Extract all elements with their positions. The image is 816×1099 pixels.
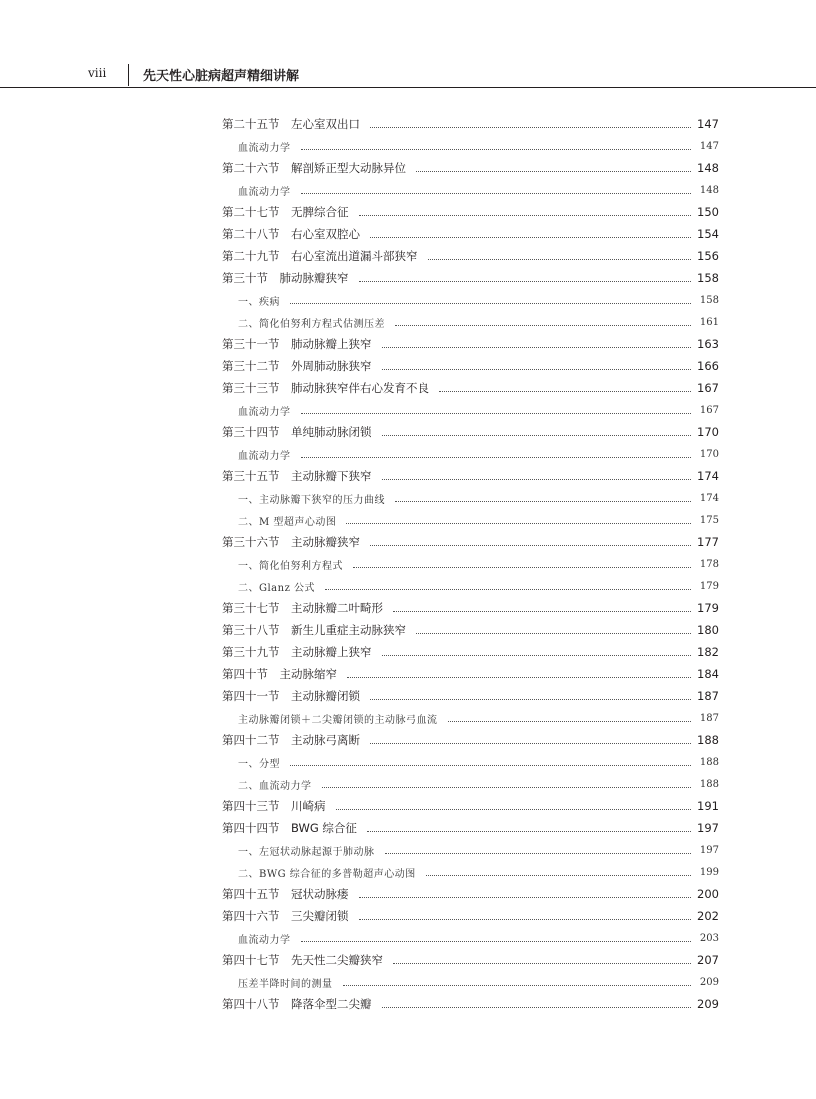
toc-entry-title: 第三十九节 主动脉瓣上狭窄 <box>222 645 372 659</box>
toc-entry-title: 第三十六节 主动脉瓣狭窄 <box>222 535 360 549</box>
toc-entry-page: 197 <box>697 821 719 835</box>
dot-leader <box>346 522 691 524</box>
toc-entry-page: 161 <box>699 316 719 328</box>
page-header <box>0 0 816 88</box>
toc-entry-title: 第四十节 主动脉缩窄 <box>222 667 337 681</box>
dot-leader <box>370 742 691 744</box>
toc-subentry[interactable] <box>222 487 719 509</box>
toc-entry-title: 二、简化伯努利方程式估测压差 <box>238 318 385 330</box>
toc-entry-page: 207 <box>697 953 719 967</box>
toc-entry[interactable] <box>222 113 719 135</box>
toc-entry-title: 第三十三节 肺动脉狭窄伴右心发育不良 <box>222 381 429 395</box>
toc-entry-title: 一、疾病 <box>238 296 280 308</box>
toc-entry-title: 第四十四节 BWG 综合征 <box>222 821 357 835</box>
header-rule <box>0 87 816 88</box>
dot-leader <box>382 654 692 656</box>
toc-subentry[interactable] <box>222 135 719 157</box>
toc-entry-title: 血流动力学 <box>238 406 291 418</box>
toc-entry-title: 二、M 型超声心动图 <box>238 516 337 528</box>
toc-subentry[interactable] <box>222 927 719 949</box>
toc-entry[interactable] <box>222 245 719 267</box>
toc-entry-page: 156 <box>697 249 719 263</box>
toc-entry[interactable] <box>222 905 719 927</box>
dot-leader <box>416 632 691 634</box>
toc-entry-page: 191 <box>697 799 719 813</box>
toc-entry[interactable] <box>222 377 719 399</box>
toc-entry-title: 第三十一节 肺动脉瓣上狭窄 <box>222 337 372 351</box>
toc-entry[interactable] <box>222 883 719 905</box>
dot-leader <box>416 170 691 172</box>
dot-leader <box>359 896 692 898</box>
toc-entry-page: 158 <box>697 271 719 285</box>
toc-entry[interactable] <box>222 663 719 685</box>
dot-leader <box>370 698 691 700</box>
toc-entry-title: 主动脉瓣闭锁＋二尖瓣闭锁的主动脉弓血流 <box>238 714 438 726</box>
toc-entry-page: 209 <box>697 997 719 1011</box>
toc-subentry[interactable] <box>222 399 719 421</box>
toc-entry-title: 第三十四节 单纯肺动脉闭锁 <box>222 425 372 439</box>
toc-subentry[interactable] <box>222 773 719 795</box>
table-of-contents <box>222 113 719 1015</box>
toc-subentry[interactable] <box>222 443 719 465</box>
page-number: viii <box>88 66 107 80</box>
toc-entry[interactable] <box>222 333 719 355</box>
dot-leader <box>382 434 692 436</box>
toc-entry[interactable] <box>222 795 719 817</box>
toc-entry-title: 血流动力学 <box>238 142 291 154</box>
toc-entry-page: 170 <box>699 448 719 460</box>
toc-subentry[interactable] <box>222 509 719 531</box>
toc-entry-title: 血流动力学 <box>238 934 291 946</box>
dot-leader <box>382 346 692 348</box>
toc-entry-page: 147 <box>699 140 719 152</box>
toc-entry[interactable] <box>222 465 719 487</box>
dot-leader <box>290 764 691 766</box>
dot-leader <box>439 390 691 392</box>
toc-entry[interactable] <box>222 355 719 377</box>
toc-entry-title: 第二十七节 无脾综合征 <box>222 205 349 219</box>
dot-leader <box>393 962 691 964</box>
toc-entry-page: 179 <box>697 601 719 615</box>
toc-entry-title: 压差半降时间的测量 <box>238 978 333 990</box>
toc-entry-page: 188 <box>699 778 719 790</box>
toc-entry-title: 第四十一节 主动脉瓣闭锁 <box>222 689 360 703</box>
dot-leader <box>367 830 691 832</box>
toc-subentry[interactable] <box>222 575 719 597</box>
dot-leader <box>382 1006 692 1008</box>
toc-entry-page: 187 <box>697 689 719 703</box>
toc-entry-page: 203 <box>699 932 719 944</box>
toc-entry-page: 178 <box>699 558 719 570</box>
dot-leader <box>290 302 691 304</box>
toc-entry-page: 179 <box>699 580 719 592</box>
toc-entry[interactable] <box>222 597 719 619</box>
toc-subentry[interactable] <box>222 839 719 861</box>
toc-entry-title: 第三十五节 主动脉瓣下狭窄 <box>222 469 372 483</box>
toc-entry-page: 163 <box>697 337 719 351</box>
toc-entry-title: 第三十节 肺动脉瓣狭窄 <box>222 271 349 285</box>
toc-entry-title: 第二十六节 解剖矫正型大动脉异位 <box>222 161 406 175</box>
toc-entry-page: 202 <box>697 909 719 923</box>
dot-leader <box>428 258 692 260</box>
toc-entry[interactable] <box>222 421 719 443</box>
toc-entry-page: 180 <box>697 623 719 637</box>
toc-entry[interactable] <box>222 949 719 971</box>
toc-entry-title: 第四十八节 降落伞型二尖瓣 <box>222 997 372 1011</box>
toc-entry-page: 154 <box>697 227 719 241</box>
toc-entry[interactable] <box>222 201 719 223</box>
toc-entry-title: 二、血流动力学 <box>238 780 312 792</box>
toc-entry[interactable] <box>222 223 719 245</box>
toc-entry-page: 184 <box>697 667 719 681</box>
toc-entry[interactable] <box>222 729 719 751</box>
toc-entry-page: 148 <box>699 184 719 196</box>
dot-leader <box>385 852 692 854</box>
dot-leader <box>359 280 692 282</box>
toc-entry-page: 199 <box>699 866 719 878</box>
toc-entry[interactable] <box>222 641 719 663</box>
toc-entry-title: 第三十八节 新生儿重症主动脉狭窄 <box>222 623 406 637</box>
dot-leader <box>325 588 691 590</box>
dot-leader <box>301 148 692 150</box>
toc-entry-page: 187 <box>699 712 719 724</box>
toc-entry[interactable] <box>222 817 719 839</box>
toc-subentry[interactable] <box>222 289 719 311</box>
toc-entry-page: 167 <box>699 404 719 416</box>
dot-leader <box>336 808 692 810</box>
toc-entry-title: 一、主动脉瓣下狭窄的压力曲线 <box>238 494 385 506</box>
dot-leader <box>370 544 691 546</box>
toc-entry-title: 第四十五节 冠状动脉瘘 <box>222 887 349 901</box>
toc-entry-title: 第四十六节 三尖瓣闭锁 <box>222 909 349 923</box>
toc-subentry[interactable] <box>222 707 719 729</box>
dot-leader <box>353 566 691 568</box>
dot-leader <box>382 368 692 370</box>
toc-entry-title: 第三十七节 主动脉瓣二叶畸形 <box>222 601 383 615</box>
dot-leader <box>301 456 692 458</box>
toc-entry-title: 二、BWG 综合征的多普勒超声心动图 <box>238 868 416 880</box>
toc-entry-title: 第二十八节 右心室双腔心 <box>222 227 360 241</box>
toc-entry[interactable] <box>222 993 719 1015</box>
toc-entry-page: 175 <box>699 514 719 526</box>
toc-entry-page: 147 <box>697 117 719 131</box>
toc-entry-page: 200 <box>697 887 719 901</box>
toc-entry-page: 197 <box>699 844 719 856</box>
dot-leader <box>301 412 692 414</box>
toc-entry-page: 182 <box>697 645 719 659</box>
dot-leader <box>359 918 692 920</box>
toc-entry-page: 158 <box>699 294 719 306</box>
toc-entry[interactable] <box>222 685 719 707</box>
dot-leader <box>322 786 692 788</box>
toc-entry[interactable] <box>222 267 719 289</box>
dot-leader <box>347 676 691 678</box>
toc-entry-title: 二、Glanz 公式 <box>238 582 316 594</box>
toc-subentry[interactable] <box>222 751 719 773</box>
toc-subentry[interactable] <box>222 861 719 883</box>
toc-entry-page: 170 <box>697 425 719 439</box>
toc-entry-page: 188 <box>697 733 719 747</box>
toc-subentry[interactable] <box>222 553 719 575</box>
dot-leader <box>426 874 691 876</box>
toc-entry-title: 一、简化伯努利方程式 <box>238 560 343 572</box>
toc-entry-page: 166 <box>697 359 719 373</box>
toc-entry-page: 167 <box>697 381 719 395</box>
dot-leader <box>359 214 692 216</box>
toc-entry-title: 血流动力学 <box>238 186 291 198</box>
dot-leader <box>395 500 691 502</box>
dot-leader <box>370 126 691 128</box>
toc-entry[interactable] <box>222 619 719 641</box>
toc-entry-page: 177 <box>697 535 719 549</box>
dot-leader <box>395 324 691 326</box>
toc-entry-title: 第三十二节 外周肺动脉狭窄 <box>222 359 372 373</box>
toc-entry-title: 一、分型 <box>238 758 280 770</box>
toc-entry-title: 血流动力学 <box>238 450 291 462</box>
toc-entry-title: 第二十九节 右心室流出道漏斗部狭窄 <box>222 249 418 263</box>
toc-subentry[interactable] <box>222 311 719 333</box>
dot-leader <box>393 610 691 612</box>
toc-entry-title: 第四十七节 先天性二尖瓣狭窄 <box>222 953 383 967</box>
dot-leader <box>370 236 691 238</box>
toc-entry-title: 一、左冠状动脉起源于肺动脉 <box>238 846 375 858</box>
toc-entry-title: 第二十五节 左心室双出口 <box>222 117 360 131</box>
toc-entry-title: 第四十二节 主动脉弓离断 <box>222 733 360 747</box>
dot-leader <box>301 192 692 194</box>
book-title: 先天性心脏病超声精细讲解 <box>143 69 300 84</box>
dot-leader <box>301 940 692 942</box>
dot-leader <box>448 720 692 722</box>
toc-subentry[interactable] <box>222 971 719 993</box>
header-separator <box>128 64 129 86</box>
toc-entry-page: 174 <box>697 469 719 483</box>
toc-entry[interactable] <box>222 531 719 553</box>
toc-entry-page: 150 <box>697 205 719 219</box>
dot-leader <box>382 478 692 480</box>
toc-entry-page: 148 <box>697 161 719 175</box>
toc-entry-page: 174 <box>699 492 719 504</box>
toc-entry[interactable] <box>222 157 719 179</box>
toc-entry-title: 第四十三节 川崎病 <box>222 799 326 813</box>
toc-subentry[interactable] <box>222 179 719 201</box>
toc-entry-page: 188 <box>699 756 719 768</box>
toc-entry-page: 209 <box>699 976 719 988</box>
dot-leader <box>343 984 692 986</box>
